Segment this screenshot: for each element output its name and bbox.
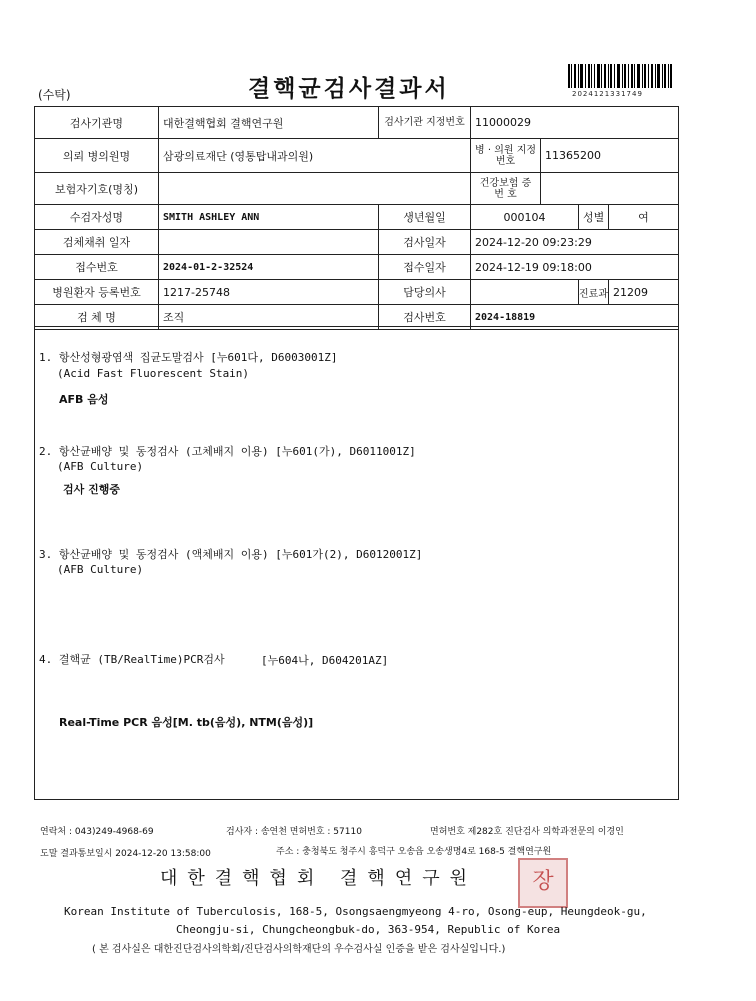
specimen: 조직 (159, 305, 379, 330)
test4-result: Real-Time PCR 음성[M. tb(음성), NTM(음성)] (59, 716, 314, 729)
barcode (568, 64, 672, 88)
barcode-number: 2024121331749 (572, 90, 643, 98)
receipt-label: (수탁) (38, 88, 71, 102)
lab-name: 대한결핵협회 결핵연구원 (159, 107, 379, 139)
collect-date (159, 230, 379, 255)
insurer (159, 173, 471, 205)
health-id-label: 건강보험 증 번 호 (471, 173, 541, 205)
address-english-1: Korean Institute of Tuberculosis, 168-5, Osongsaengmyeong 4-ro, Osong-eup, Heungdeok-gu, (64, 905, 647, 918)
lab-id-label: 검사기관 지정번호 (379, 107, 471, 139)
sex: 여 (609, 205, 679, 230)
dob: 000104 (471, 205, 579, 230)
accession-number: 2024-01-2-32524 (159, 255, 379, 280)
test-no-label: 검사번호 (379, 305, 471, 330)
address: 주소 : 충청북도 청주시 흥덕구 오송읍 오송생명4로 168-5 결핵연구원 (276, 847, 552, 857)
accession-label: 접수번호 (35, 255, 159, 280)
test3-title: 3. 항산균배양 및 동정검사 (액체배지 이용) [누601가(2), D6012001Z] (39, 548, 423, 561)
patient-info-table (34, 106, 679, 330)
requester-label: 의뢰 병의원명 (35, 139, 159, 173)
lab-name-label: 검사기관명 (35, 107, 159, 139)
contact: 연락처 : 043)249-4968-69 (40, 827, 154, 837)
license: 면허번호 제282호 진단검사 의학과전문의 이경인 (430, 827, 624, 837)
test4-code: [누604나, D604201AZ] (261, 654, 389, 667)
report-time: 도말 결과통보일시 2024-12-20 13:58:00 (40, 849, 211, 859)
test2-english: (AFB Culture) (57, 460, 144, 473)
test1-english: (Acid Fast Fluorescent Stain) (57, 367, 250, 380)
address-english-2: Cheongju-si, Chungcheongbuk-do, 363-954, Republic of Korea (176, 923, 561, 936)
test3-english: (AFB Culture) (57, 563, 144, 576)
certification-note: ( 본 검사실은 대한진단검사의학회/진단검사의학재단의 우수검사실 인증을 받은 검사실입니다.) (92, 944, 506, 955)
document-title: 결핵균검사결과서 (248, 76, 450, 102)
test1-title: 1. 항산성형광염색 집균도말검사 [누601다, D6003001Z] (39, 351, 338, 364)
collect-label: 검체채취 일자 (35, 230, 159, 255)
test-date-label: 검사일자 (379, 230, 471, 255)
dob-label: 생년월일 (379, 205, 471, 230)
sex-label: 성별 (579, 205, 609, 230)
requester: 삼광의료재단 (영통탑내과의원) (159, 139, 471, 173)
test-number: 2024-18819 (471, 305, 679, 330)
hospital-id-label: 병 · 의원 지정번호 (471, 139, 541, 173)
reg-label: 병원환자 등록번호 (35, 280, 159, 305)
patient-name: SMITH ASHLEY ANN (159, 205, 379, 230)
dept-label: 진료과 (579, 280, 609, 305)
hospital-id: 11365200 (541, 139, 679, 173)
test1-result: AFB 음성 (59, 393, 109, 406)
dept: 21209 (609, 280, 679, 305)
results-panel (34, 326, 679, 800)
examiner: 검사자 : 송연천 면허번호 : 57110 (226, 827, 362, 837)
patient-label: 수검자성명 (35, 205, 159, 230)
test2-result: 검사 진행중 (63, 483, 120, 496)
specimen-label: 검 체 명 (35, 305, 159, 330)
institute-name: 대한결핵협회 결핵연구원 (160, 868, 477, 889)
test-date: 2024-12-20 09:23:29 (471, 230, 679, 255)
official-seal: 장 (518, 858, 568, 908)
insurer-label: 보험자기호(명칭) (35, 173, 159, 205)
doctor-label: 담당의사 (379, 280, 471, 305)
receipt-date-label: 접수일자 (379, 255, 471, 280)
lab-id: 11000029 (471, 107, 679, 139)
health-id (541, 173, 679, 205)
test2-title: 2. 항산균배양 및 동정검사 (고체배지 이용) [누601(가), D6011001Z] (39, 445, 416, 458)
reg-number: 1217-25748 (159, 280, 379, 305)
doctor (471, 280, 579, 305)
test4-title: 4. 결핵균 (TB/RealTime)PCR검사 (39, 653, 225, 666)
receipt-date: 2024-12-19 09:18:00 (471, 255, 679, 280)
